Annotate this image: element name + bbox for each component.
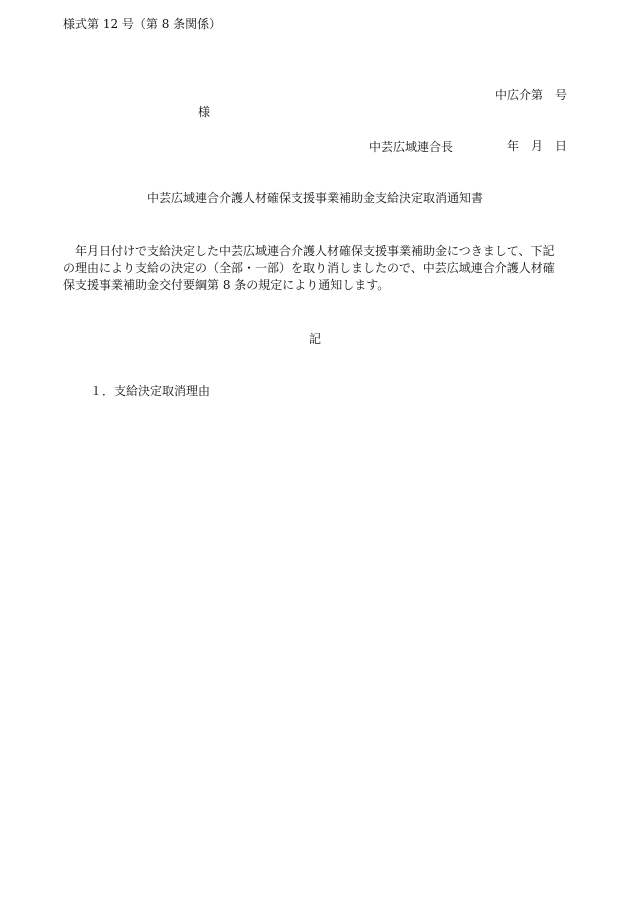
- body-line-2: の理由により支給の決定の（全部・一部）を取り消しましたので、中芸広域連合介護人材確: [63, 261, 555, 275]
- sender-name: 中芸広域連合長: [369, 140, 454, 154]
- body-line-1: 年月日付けで支給決定した中芸広域連合介護人材確保支援事業補助金につきまして、下記: [63, 244, 555, 258]
- form-number-label: 様式第 12 号（第 8 条関係）: [63, 17, 222, 31]
- recipient-honorific: 様: [198, 105, 211, 119]
- document-title: 中芸広域連合介護人材確保支援事業補助金支給決定取消通知書: [146, 191, 483, 205]
- body-paragraph: [63, 243, 569, 294]
- item-cancellation-reason: １．支給決定取消理由: [90, 384, 211, 398]
- document-number-block: [495, 53, 567, 189]
- document-date: 年 月 日: [506, 139, 567, 153]
- document-number: 中広介第 号: [494, 88, 567, 102]
- ki-heading: 記: [308, 332, 321, 346]
- body-line-3: 保支援事業補助金交付要綱第 8 条の規定により通知します。: [63, 278, 390, 292]
